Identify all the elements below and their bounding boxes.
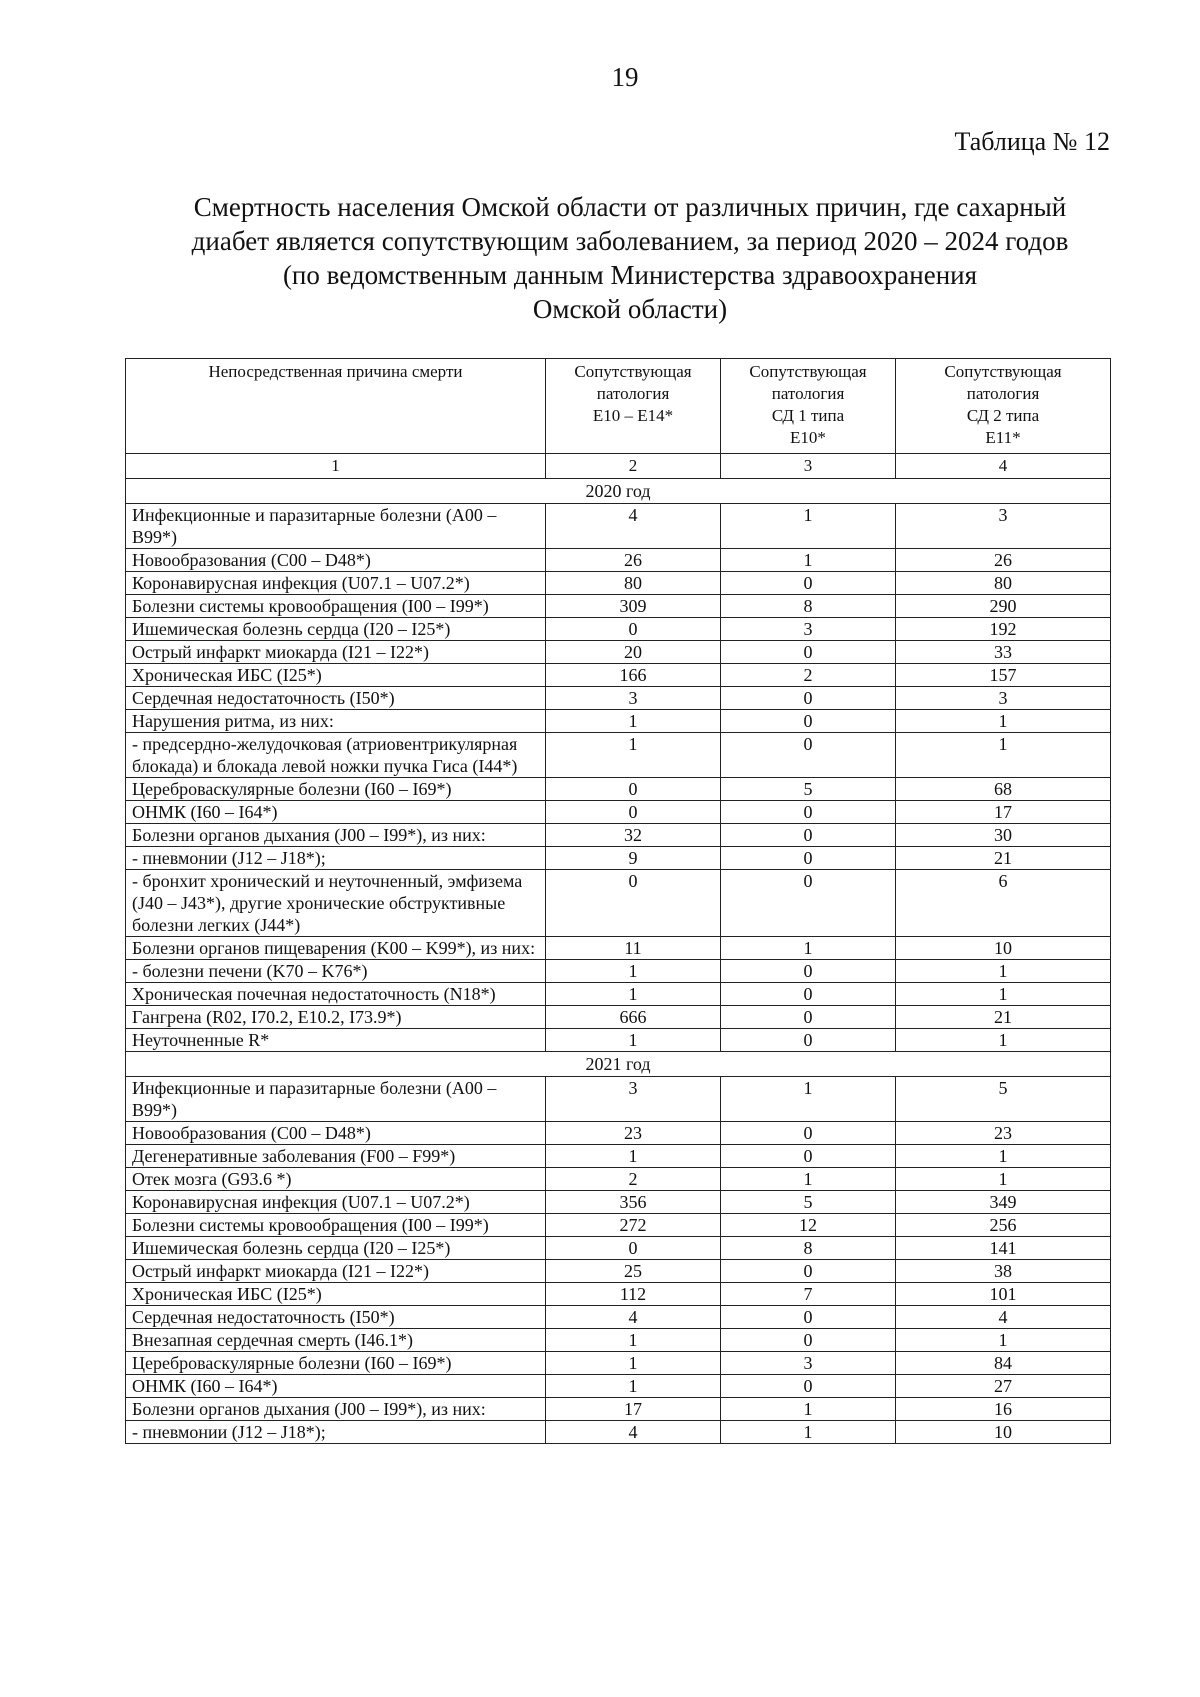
table-label: Таблица № 12 (954, 127, 1110, 156)
value-cell-type2: 3 (896, 687, 1111, 710)
table-row (126, 1237, 1111, 1260)
value-cell-type1: 0 (721, 641, 896, 664)
value-cell-type1: 0 (721, 983, 896, 1006)
value-cell-type1: 8 (721, 595, 896, 618)
value-cell-type1: 12 (721, 1214, 896, 1237)
value-cell-type2: 141 (896, 1237, 1111, 1260)
table-row (126, 1375, 1111, 1398)
cause-cell: Сердечная недостаточность (I50*) (126, 1306, 546, 1329)
cause-cell: ОНМК (I60 – I64*) (126, 801, 546, 824)
cause-cell: Коронавирусная инфекция (U07.1 – U07.2*) (126, 1191, 546, 1214)
value-cell-total: 11 (546, 937, 721, 960)
header-line: E10* (790, 428, 826, 447)
value-cell-total: 80 (546, 572, 721, 595)
title-line: Омской области) (532, 294, 728, 324)
cause-cell: Острый инфаркт миокарда (I21 – I22*) (126, 641, 546, 664)
value-cell-type2: 27 (896, 1375, 1111, 1398)
table-row (126, 1122, 1111, 1145)
value-cell-type1: 0 (721, 1306, 896, 1329)
value-cell-total: 4 (546, 1306, 721, 1329)
table-row (126, 641, 1111, 664)
value-cell-type1: 0 (721, 733, 896, 778)
value-cell-type2: 290 (896, 595, 1111, 618)
table-row (126, 778, 1111, 801)
value-cell-type2: 80 (896, 572, 1111, 595)
value-cell-total: 3 (546, 687, 721, 710)
value-cell-total: 25 (546, 1260, 721, 1283)
table-row (126, 1191, 1111, 1214)
value-cell-type1: 0 (721, 870, 896, 937)
header-col-2 (546, 359, 721, 454)
cause-cell: Болезни системы кровообращения (I00 – I99*) (126, 1214, 546, 1237)
value-cell-total: 0 (546, 801, 721, 824)
table-row (126, 870, 1111, 937)
value-cell-type1: 0 (721, 1006, 896, 1029)
header-col-3 (721, 359, 896, 454)
value-cell-total: 0 (546, 778, 721, 801)
value-cell-type2: 33 (896, 641, 1111, 664)
header-line: патология (771, 384, 845, 403)
header-cause: Непосредственная причина смерти (126, 359, 546, 454)
value-cell-type1: 1 (721, 1398, 896, 1421)
table-row (126, 1168, 1111, 1191)
value-cell-type1: 0 (721, 1145, 896, 1168)
cause-cell: - пневмонии (J12 – J18*); (126, 847, 546, 870)
value-cell-total: 23 (546, 1122, 721, 1145)
table-header-row (126, 359, 1111, 454)
cause-cell: - пневмонии (J12 – J18*); (126, 1421, 546, 1444)
year-label: 2020 год (126, 479, 1111, 504)
year-label: 2021 год (126, 1052, 1111, 1077)
value-cell-total: 1 (546, 733, 721, 778)
header-line: патология (596, 384, 670, 403)
value-cell-total: 1 (546, 983, 721, 1006)
value-cell-type2: 68 (896, 778, 1111, 801)
table-row (126, 733, 1111, 778)
table-row (126, 983, 1111, 1006)
table-row (126, 1214, 1111, 1237)
value-cell-type1: 0 (721, 1375, 896, 1398)
value-cell-type2: 17 (896, 801, 1111, 824)
cause-cell: - предсердно-желудочковая (атриовентрикулярная блокада) и блокада левой ножки пучка Гиса (I44*) (126, 733, 546, 778)
value-cell-total: 9 (546, 847, 721, 870)
value-cell-type1: 0 (721, 1029, 896, 1052)
value-cell-total: 309 (546, 595, 721, 618)
cause-cell: Болезни органов дыхания (J00 – I99*), из них: (126, 824, 546, 847)
value-cell-type1: 1 (721, 937, 896, 960)
value-cell-type2: 16 (896, 1398, 1111, 1421)
cause-cell: Острый инфаркт миокарда (I21 – I22*) (126, 1260, 546, 1283)
cause-cell: Ишемическая болезнь сердца (I20 – I25*) (126, 618, 546, 641)
value-cell-type2: 6 (896, 870, 1111, 937)
cause-cell: Отек мозга (G93.6 *) (126, 1168, 546, 1191)
table-row (126, 824, 1111, 847)
cause-cell: Болезни системы кровообращения (I00 – I99*) (126, 595, 546, 618)
value-cell-total: 112 (546, 1283, 721, 1306)
cause-cell: Сердечная недостаточность (I50*) (126, 687, 546, 710)
cause-cell: Ишемическая болезнь сердца (I20 – I25*) (126, 1237, 546, 1260)
cause-cell: Болезни органов дыхания (J00 – I99*), из них: (126, 1398, 546, 1421)
cause-cell: Цереброваскулярные болезни (I60 – I69*) (126, 778, 546, 801)
value-cell-type1: 0 (721, 687, 896, 710)
value-cell-total: 0 (546, 618, 721, 641)
value-cell-total: 32 (546, 824, 721, 847)
value-cell-type2: 101 (896, 1283, 1111, 1306)
value-cell-total: 1 (546, 1375, 721, 1398)
value-cell-type1: 0 (721, 1122, 896, 1145)
cause-cell: Новообразования (C00 – D48*) (126, 549, 546, 572)
table-row (126, 1077, 1111, 1122)
value-cell-total: 3 (546, 1077, 721, 1122)
cause-cell: Нарушения ритма, из них: (126, 710, 546, 733)
table-row (126, 1421, 1111, 1444)
value-cell-total: 2 (546, 1168, 721, 1191)
value-cell-type1: 5 (721, 778, 896, 801)
cause-cell: Неуточненные R* (126, 1029, 546, 1052)
value-cell-type2: 10 (896, 1421, 1111, 1444)
value-cell-type1: 0 (721, 824, 896, 847)
table-row (126, 549, 1111, 572)
value-cell-total: 4 (546, 1421, 721, 1444)
value-cell-type1: 1 (721, 1168, 896, 1191)
table-row (126, 937, 1111, 960)
value-cell-type2: 1 (896, 1029, 1111, 1052)
header-line: патология (966, 384, 1040, 403)
table-row (126, 960, 1111, 983)
value-cell-type1: 3 (721, 618, 896, 641)
title-line: Смертность населения Омской области от различных причин, где сахарный (193, 192, 1067, 222)
value-cell-total: 1 (546, 1352, 721, 1375)
cause-cell: Цереброваскулярные болезни (I60 – I69*) (126, 1352, 546, 1375)
cause-cell: Коронавирусная инфекция (U07.1 – U07.2*) (126, 572, 546, 595)
value-cell-type1: 0 (721, 960, 896, 983)
table-row (126, 1283, 1111, 1306)
table-row (126, 687, 1111, 710)
value-cell-type2: 30 (896, 824, 1111, 847)
cause-cell: - болезни печени (K70 – K76*) (126, 960, 546, 983)
value-cell-total: 4 (546, 504, 721, 549)
header-line: Сопутствующая (944, 362, 1062, 381)
cause-cell: Инфекционные и паразитарные болезни (A00 – B99*) (126, 1077, 546, 1122)
value-cell-type1: 8 (721, 1237, 896, 1260)
title-line: диабет является сопутствующим заболеванием, за период 2020 – 2024 годов (191, 226, 1069, 256)
header-line: Сопутствующая (749, 362, 867, 381)
header-line: СД 1 типа (771, 406, 845, 425)
title-line: (по ведомственным данным Министерства здравоохранения (282, 260, 978, 290)
header-line: E11* (985, 428, 1021, 447)
value-cell-type2: 26 (896, 549, 1111, 572)
value-cell-type2: 4 (896, 1306, 1111, 1329)
value-cell-type2: 157 (896, 664, 1111, 687)
value-cell-total: 1 (546, 1029, 721, 1052)
value-cell-total: 1 (546, 960, 721, 983)
cause-cell: ОНМК (I60 – I64*) (126, 1375, 546, 1398)
value-cell-type2: 256 (896, 1214, 1111, 1237)
document-title (130, 190, 1130, 326)
table-row (126, 1006, 1111, 1029)
column-number: 4 (896, 454, 1111, 479)
column-number: 1 (126, 454, 546, 479)
table-row (126, 664, 1111, 687)
value-cell-total: 0 (546, 1237, 721, 1260)
value-cell-total: 666 (546, 1006, 721, 1029)
table-row (126, 1329, 1111, 1352)
value-cell-total: 26 (546, 549, 721, 572)
value-cell-type1: 1 (721, 1421, 896, 1444)
value-cell-type1: 1 (721, 504, 896, 549)
header-line: СД 2 типа (966, 406, 1040, 425)
year-section-row (126, 479, 1111, 504)
value-cell-total: 166 (546, 664, 721, 687)
column-number-row (126, 454, 1111, 479)
value-cell-type2: 192 (896, 618, 1111, 641)
value-cell-type1: 0 (721, 1260, 896, 1283)
value-cell-type2: 5 (896, 1077, 1111, 1122)
header-col-4 (896, 359, 1111, 454)
value-cell-type2: 1 (896, 960, 1111, 983)
cause-cell: Хроническая ИБС (I25*) (126, 664, 546, 687)
table-row (126, 1029, 1111, 1052)
value-cell-total: 20 (546, 641, 721, 664)
value-cell-total: 1 (546, 1329, 721, 1352)
table-row (126, 1352, 1111, 1375)
table-row (126, 1145, 1111, 1168)
value-cell-type1: 1 (721, 549, 896, 572)
table-row (126, 801, 1111, 824)
table-row (126, 1260, 1111, 1283)
value-cell-type2: 23 (896, 1122, 1111, 1145)
value-cell-type2: 84 (896, 1352, 1111, 1375)
value-cell-type1: 7 (721, 1283, 896, 1306)
cause-cell: Дегенеративные заболевания (F00 – F99*) (126, 1145, 546, 1168)
value-cell-type2: 1 (896, 733, 1111, 778)
value-cell-type2: 1 (896, 1329, 1111, 1352)
value-cell-total: 1 (546, 1145, 721, 1168)
table-body (126, 479, 1111, 1444)
table-row (126, 847, 1111, 870)
value-cell-total: 356 (546, 1191, 721, 1214)
cause-cell: Гангрена (R02, I70.2, E10.2, I73.9*) (126, 1006, 546, 1029)
value-cell-total: 1 (546, 710, 721, 733)
cause-cell: Болезни органов пищеварения (K00 – K99*), из них: (126, 937, 546, 960)
value-cell-type2: 1 (896, 983, 1111, 1006)
table-row (126, 1398, 1111, 1421)
header-line: Сопутствующая (574, 362, 692, 381)
value-cell-type2: 38 (896, 1260, 1111, 1283)
mortality-table (125, 358, 1111, 1444)
value-cell-type2: 21 (896, 847, 1111, 870)
header-line: E10 – E14* (592, 406, 674, 425)
value-cell-type2: 21 (896, 1006, 1111, 1029)
table-row (126, 572, 1111, 595)
value-cell-type2: 349 (896, 1191, 1111, 1214)
value-cell-type1: 0 (721, 847, 896, 870)
column-number: 2 (546, 454, 721, 479)
value-cell-type1: 1 (721, 1077, 896, 1122)
table-row (126, 595, 1111, 618)
page-number: 19 (611, 62, 639, 92)
value-cell-type1: 5 (721, 1191, 896, 1214)
value-cell-type1: 0 (721, 710, 896, 733)
cause-cell: Хроническая ИБС (I25*) (126, 1283, 546, 1306)
table-row (126, 710, 1111, 733)
cause-cell: - бронхит хронический и неуточненный, эмфизема (J40 – J43*), другие хронические обструктивные болезни легких (J44*) (126, 870, 546, 937)
table-row (126, 1306, 1111, 1329)
cause-cell: Новообразования (C00 – D48*) (126, 1122, 546, 1145)
cause-cell: Внезапная сердечная смерть (I46.1*) (126, 1329, 546, 1352)
value-cell-total: 272 (546, 1214, 721, 1237)
year-section-row (126, 1052, 1111, 1077)
cause-cell: Хроническая почечная недостаточность (N18*) (126, 983, 546, 1006)
value-cell-type1: 0 (721, 1329, 896, 1352)
value-cell-type1: 3 (721, 1352, 896, 1375)
value-cell-type1: 0 (721, 801, 896, 824)
table-row (126, 618, 1111, 641)
value-cell-type2: 1 (896, 710, 1111, 733)
value-cell-type2: 1 (896, 1145, 1111, 1168)
cause-cell: Инфекционные и паразитарные болезни (A00 – B99*) (126, 504, 546, 549)
value-cell-total: 17 (546, 1398, 721, 1421)
value-cell-type1: 0 (721, 572, 896, 595)
value-cell-type2: 10 (896, 937, 1111, 960)
table-row (126, 504, 1111, 549)
value-cell-type2: 3 (896, 504, 1111, 549)
column-number: 3 (721, 454, 896, 479)
value-cell-type1: 2 (721, 664, 896, 687)
value-cell-type2: 1 (896, 1168, 1111, 1191)
value-cell-total: 0 (546, 870, 721, 937)
